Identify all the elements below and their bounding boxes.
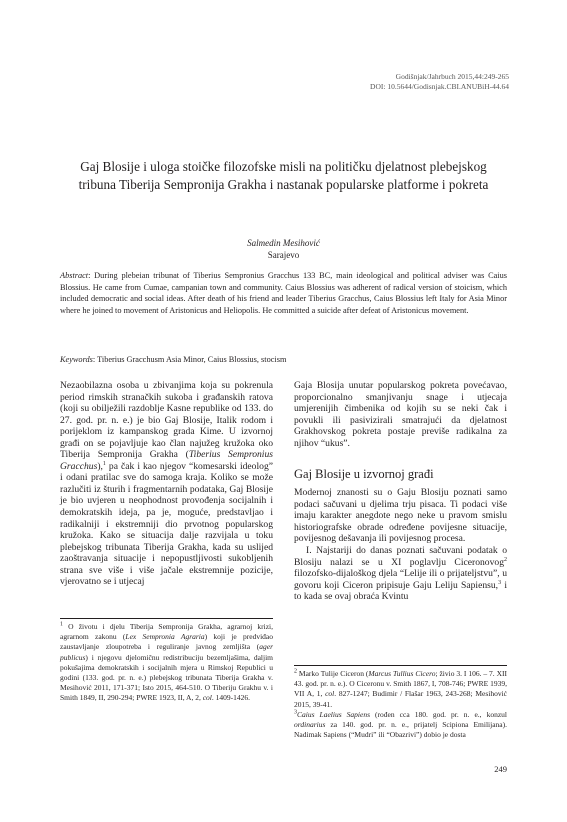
author-block [60,238,507,261]
section-heading: Gaj Blosije u izvornoj građi [294,467,434,482]
body-paragraph: Modernoj znanosti su o Gaju Blosiju poznati samo podaci sačuvani u djelima trju pisaca. Ti podaci više imaju karakter anegdote nego neke u pravom smislu historiografske obrade određene povijesne situacije, povijesnog dešavanja ili povijesnog procesa. [294,487,507,545]
text-run-italic: ager publicus [60,642,273,662]
keywords-text: : Tiberius Gracchusm Asia Minor, Caius Blossius, stocism [92,355,287,364]
footnote-ref[interactable]: 3 [498,579,502,586]
text-run: ) koji je predviđao zaustavljanje zloupotreba i reguliranje javnog zemljišta ( [60,632,273,652]
journal-doi: DOI: 10.5644/Godisnjak.CBI.ANUBiH-44.64 [370,82,509,91]
body-paragraph: Gaja Blosija unutar popularskog pokreta povećavao, proporcionalno smanjivanju snage i utjecaja umjerenijih čimbenika od kojih su se neki čak i povukli ili pasivizirali smatrajući da djelatnost Grakhovskog pokreta postaje previše radikalna za njihov “ukus”. [294,380,507,449]
abstract-label: Abstract [60,271,89,280]
footnotes-left [60,618,273,704]
text-run-italic: Marcus Tullius Cicero [368,669,436,678]
body-paragraph [60,380,273,588]
footnote-number: 1 [60,621,63,628]
text-run-italic: ordinarius [294,720,326,730]
body-paragraph [294,545,507,603]
text-run: (rođen cca 180. god. pr. n. e., konzul [370,709,507,719]
body-column-right [294,380,507,603]
journal-issue: Godišnjak/Jahrbuch 2015,44:249-265 [395,72,509,81]
author-name: Salmedin Mesihović [247,238,320,248]
text-run: ) i njegovu djelomičnu redistribuciju bezemljašima, daljim pokušajima demokratskih i socijalnih mjera u Rimskoj Republici u godini (133. god. pr. n. e.) plebejskog tribunata Tiberija Grakha v. Mesihović 2011, 171-371; Isto 2015, 464-510. O Tiberiju Grakhu v. i Smith 1849, II, 290-294; PWRE 1923, II, A, 2, [60,652,273,703]
text-run-italic: Lex Sempronia Agraria [125,632,205,642]
footnote-number: 2 [294,668,297,675]
keywords-label: Keywords [60,355,93,364]
text-run: O životu i djelu Tiberija Sempronija Grakha, agrarnoj krizi, agrarnom zakonu ( [60,622,273,642]
abstract-text: : During plebeian tribunat of Tiberius Sempronius Gracchus 133 BC, main ideological and political adviser was Caius Blossius. He came from Cumae, campanian town and community. Caius Blossius was adherent of radical version of stoicism, which included democratic and social ideas. After death of his friend and leader Tiberius Gracchus, Caius Blossius left Italy for Asia Minor where he joined to movement of Aristonicus and Heliopolis. He committed a suicide after defeat of Aristonicus movement. [60,271,507,315]
page-number: 249 [494,764,507,774]
text-run: . 1409-1426. [211,693,251,703]
journal-citation [370,72,509,92]
abstract [60,270,507,316]
footnote [294,710,507,741]
footnote-number: 3 [294,709,297,716]
text-run-italic: col [202,693,212,703]
text-run: I. Najstariji do danas poznati sačuvani podatak o Blosiju nalazi se u XI poglavlju Ciceronovog [294,545,507,568]
text-run: Marko Tulije Ciceron ( [297,669,369,678]
text-run: Nezaobilazna osoba u zbivanjima koja su pokrenula period rimskih stranačkih sukoba i građanskih ratova (koji su obilježili razdoblje Kasne republike od 133. do 27. god. pr. n. e.) je bio Gaj Blosije, Italik rodom i porijeklom iz kampanskog grada Kime. U izvornoj građi on se pojavljuje kao član najužeg kružoka oko Tiberija Sempronija Grakha ( [60,380,273,461]
text-run: ), [97,460,103,472]
text-run-italic: Caius Laelius Sapiens [297,709,371,719]
footnote-ref[interactable]: 1 [102,460,106,467]
article-title: Gaj Blosije i uloga stoičke filozofske misli na političku djelatnost plebejskog tribuna Tiberija Sempronija Grakha i nastanak popularske platforme i pokreta [78,159,489,192]
text-run: . 827-1247; Budimir / Flašar 1963, 243-268; Mesihović 2015, 39-41. [294,689,507,709]
footnote [60,622,273,704]
footnote [294,669,507,710]
body-column-left [60,380,273,588]
text-run: filozofsko-dijaloškog djela “Lelije ili o prijateljstvu”, u govoru koji Ciceron pripisuje Gaju Leliju Sapiensu, [294,568,507,591]
text-run: za 140. god. pr. n. e., prijatelj Scipiona Emilijana). Nadimak Sapiens (“Mudri” ili “Obazrivi”) dobio je dosta [294,720,507,740]
keywords [60,354,507,365]
text-run-italic: col [325,689,335,699]
text-run: i to kada se ovaj obraća Kvintu [294,579,507,603]
footnotes-right [294,665,507,740]
author-location: Sarajevo [267,249,300,260]
text-run: pa čak i kao njegov “komesarski ideolog” i odani pratilac sve do samoga kraja. Koliko se može razlučiti iz šturih i fragmentarnih podataka, Gaj Blosije je bio uvjeren u neophodnost provođenja socijalnih i demokratskih ideja, pa je, moguće, predstavljao i radikalniji i ekstremniji dio prvotnog popularskog kružoka. Kako se situacija dalje razvijala u toku plebejskog tribunata Tiberija Grakha, kada su uslijed zaoštravanja situacije i nepopustljivosti sukobljenih strana sve više i više jačale ekstremnije pozicije, vjerovatno se i utjecaj [60,460,273,588]
footnote-ref[interactable]: 2 [504,556,507,563]
text-run-italic: Tiberius Sempronius Gracchus [60,449,273,472]
text-run: ; živio 3. I 106. – 7. XII 43. god. pr. n. e.). O Ciceronu v. Smith 1867, I, 708-746; PWRE 1939, VII A, 1, [294,669,507,699]
